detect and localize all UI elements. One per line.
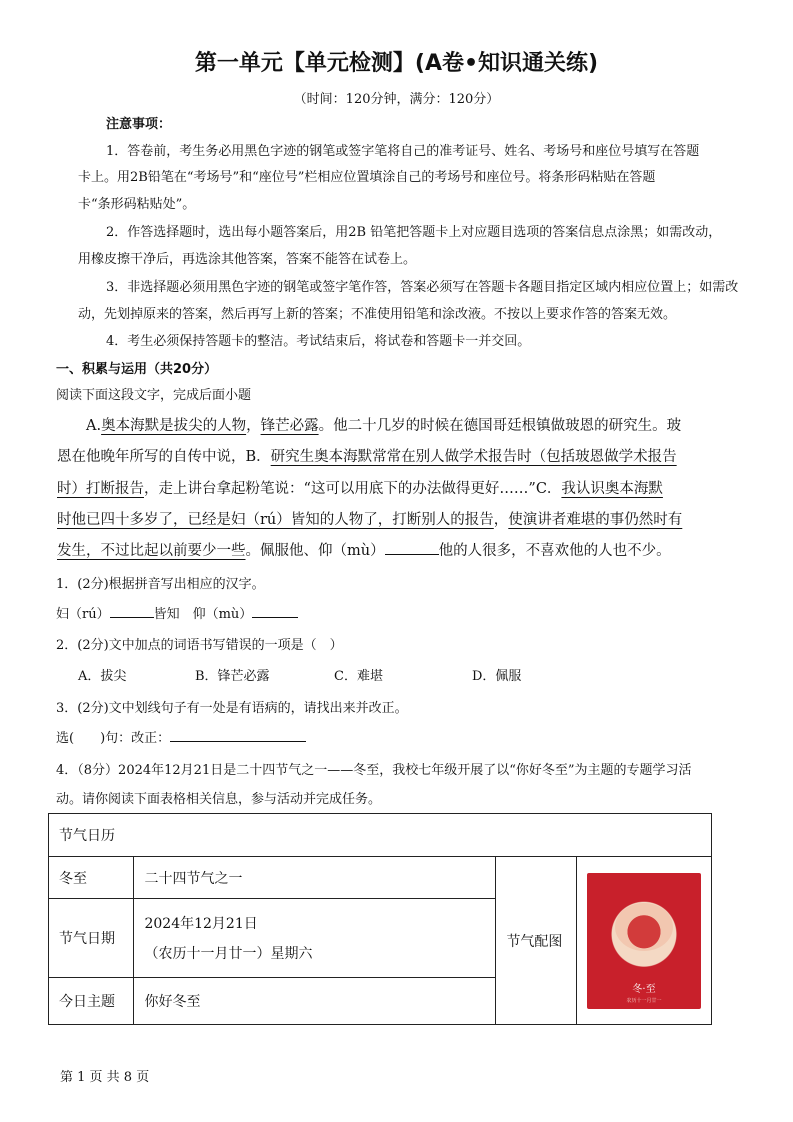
option-b[interactable]: B．锋芒必露	[195, 669, 270, 684]
underlined-sentence-c: 我认识奥本海默	[561, 481, 663, 497]
notice-line: 2．作答选择题时，选出每小题答案后，用2B 铅笔把答题卡上对应题目选项的答案信息点涂黑；如需改动，	[106, 225, 722, 240]
answer-blank[interactable]	[170, 727, 306, 742]
answer-label: 选( )句：改正：	[56, 731, 171, 746]
pinyin-label: 妇（rú）	[56, 607, 110, 622]
question-1-answer	[56, 603, 298, 622]
passage-text: A.	[86, 418, 102, 434]
underlined-sentence-c: 时他已四十多岁了，已经是妇（rú）皆知的人物了，打断别人的报告	[57, 512, 494, 528]
question-4-line: 4．（8分）2024年12月21日是二十四节气之一——冬至，我校七年级开展了以“你好冬至”为主题的专题学习活	[56, 763, 692, 778]
underlined-sentence-c: 使演讲者难堪的事仍然时有	[508, 512, 683, 528]
table-caption: 节气日历	[49, 814, 712, 857]
notice-line: 4．考生必须保持答题卡的整洁。考试结束后，将试卷和答题卡一并交回。	[106, 334, 531, 349]
pinyin-label: 皆知 仰（mù）	[153, 607, 253, 622]
underlined-sentence-c: 发生，不过比起以前要少一些	[57, 543, 246, 559]
table-value: 你好冬至	[134, 978, 496, 1025]
passage-text: 恩在他晚年所写的自传中说，B．	[57, 449, 271, 465]
winter-solstice-image	[587, 873, 701, 1009]
dumpling-bowl-illustration	[615, 903, 673, 951]
passage-text: 他的人很多，不喜欢他的人也不少。	[438, 543, 671, 559]
image-caption: 冬·至	[632, 983, 656, 995]
question-4-line: 动。请你阅读下面表格相关信息，参与活动并完成任务。	[56, 792, 382, 807]
table-label: 今日主题	[49, 978, 134, 1025]
lunar-date-line: （农历十一月廿一）星期六	[144, 946, 313, 962]
question-1-stem: 1．(2分)根据拼音写出相应的汉字。	[56, 577, 265, 592]
notice-line: 1．答卷前，考生务必用黑色字迹的钢笔或签字笔将自己的准考证号、姓名、考场号和座位号填写在答题	[106, 144, 700, 159]
passage-text: 。佩服他、仰（mù）	[245, 543, 385, 559]
notice-line: 动，先划掉原来的答案，然后再写上新的答案；不准使用铅笔和涂改液。不按以上要求作答的答案无效。	[78, 307, 677, 322]
underlined-sentence-b: 时）打断报告	[57, 481, 144, 497]
passage-line-3	[57, 477, 663, 498]
option-c[interactable]: C．难堪	[334, 669, 383, 684]
solar-term-table	[48, 813, 712, 1025]
table-label: 冬至	[49, 857, 134, 899]
table-pic-cell	[577, 857, 712, 1025]
dotted-word: 奥本海默是拔尖的人物	[101, 418, 247, 434]
answer-blank[interactable]	[252, 603, 298, 618]
option-a[interactable]: A．拔尖	[78, 669, 127, 684]
notice-line: 卡上。用2B铅笔在“考场号”和“座位号”栏相应位置填涂自己的考场号和座位号。将条形码粘贴在答题	[78, 170, 656, 185]
answer-blank[interactable]	[110, 603, 154, 618]
passage-line-4	[57, 508, 682, 529]
underlined-sentence-b: 研究生奥本海默常常在别人做学术报告时（包括玻恩做学术报告	[270, 449, 677, 465]
table-pic-label: 节气配图	[496, 857, 577, 1025]
question-2-stem: 2．(2分)文中加点的词语书写错误的一项是（ ）	[56, 638, 343, 653]
notice-line: 卡“条形码粘贴处”。	[78, 197, 196, 212]
section-heading: 一、积累与运用（共20分）	[56, 362, 218, 377]
page-subtitle: （时间：120分钟，满分：120分）	[293, 92, 500, 107]
passage-text: ，	[246, 418, 261, 434]
page-number: 第 1 页 共 8 页	[60, 1070, 150, 1085]
passage-text: ，走上讲台拿起粉笔说：“这可以用底下的办法做得更好……”C．	[144, 481, 562, 497]
table-label: 节气日期	[49, 899, 134, 978]
question-3-answer	[56, 727, 306, 746]
passage-text: ，	[493, 512, 509, 528]
date-line: 2024年12月21日	[144, 916, 258, 932]
passage-text: 。他二十几岁的时候在德国哥廷根镇做玻恩的研究生。玻	[318, 418, 682, 434]
dotted-word: 锋芒必露	[260, 418, 319, 434]
table-value	[134, 899, 496, 978]
table-value: 二十四节气之一	[134, 857, 496, 899]
passage-line-5	[57, 539, 671, 560]
page-title: 第一单元【单元检测】(A卷•知识通关练)	[194, 51, 599, 76]
option-d[interactable]: D．佩服	[472, 669, 522, 684]
passage-line-2	[57, 445, 677, 466]
notice-line: 用橡皮擦干净后，再选涂其他答案，答案不能答在试卷上。	[78, 252, 417, 267]
image-subcaption: 农历十一月廿一	[626, 997, 662, 1004]
notice-heading: 注意事项：	[106, 117, 172, 132]
answer-blank[interactable]	[385, 540, 439, 555]
question-3-stem: 3．(2分)文中划线句子有一处是有语病的，请找出来并改正。	[56, 701, 408, 716]
notice-line: 3．非选择题必须用黑色字迹的钢笔或签字笔作答，答案必须写在答题卡各题目指定区域内相应位置上；如需改	[106, 280, 739, 295]
passage-line-1	[86, 414, 681, 435]
section-intro: 阅读下面这段文字，完成后面小题	[56, 388, 252, 403]
